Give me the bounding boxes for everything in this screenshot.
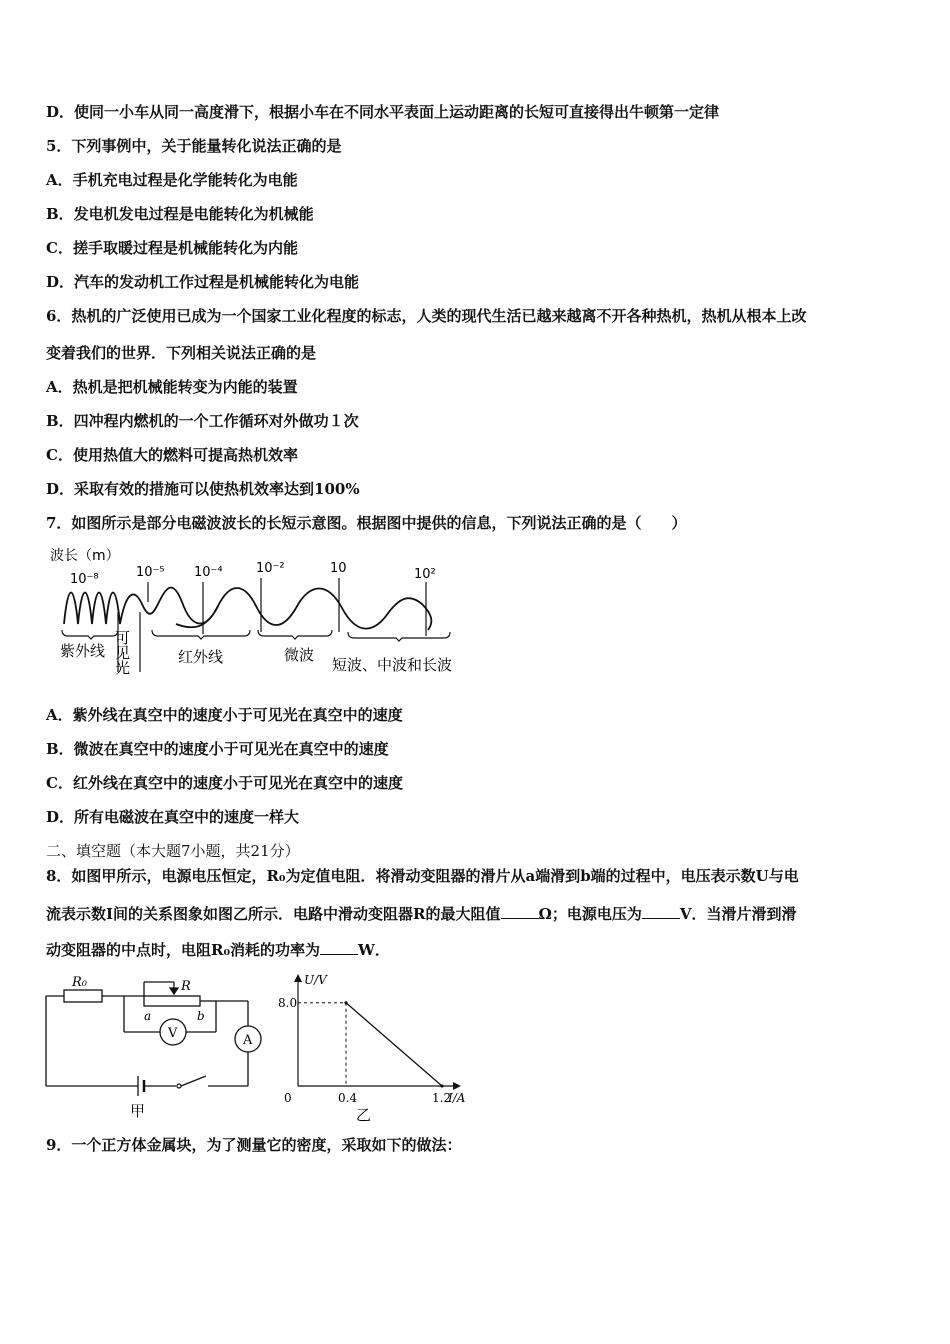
q6-option-d: D．采取有效的措施可以使热机效率达到100% (46, 480, 360, 498)
q5-option-a: A．手机充电过程是化学能转化为电能 (46, 171, 298, 189)
q6-stem-line1: 6．热机的广泛使用已成为一个国家工业化程度的标志，人类的现代生活已越来越离不开各种热机，热机从根本上改 (46, 307, 807, 325)
q6-option-a: A．热机是把机械能转变为内能的装置 (46, 378, 298, 396)
q8-stem-line1: 8．如图甲所示，电源电压恒定，R₀为定值电阻．将滑动变阻器的滑片从a端滑到b端的过程中，电压表示数U与电 (46, 867, 799, 885)
q4-option-d: D．使同一小车从同一高度滑下，根据小车在不同水平表面上运动距离的长短可直接得出牛顿第一定律 (46, 103, 720, 121)
tick-10: 10 (330, 561, 347, 576)
q8-line3-part2: W． (358, 941, 390, 959)
tick-1e-5: 10⁻⁵ (136, 565, 165, 580)
band-ultraviolet: 紫外线 (60, 642, 106, 660)
wavelength-figure (46, 542, 476, 682)
q8-stem-line3 (46, 940, 390, 960)
ui-graph (278, 970, 478, 1126)
data-line-segment (346, 1003, 442, 1086)
resistor-r0 (64, 990, 102, 1002)
q5-option-c: C．搓手取暖过程是机械能转化为内能 (46, 239, 298, 257)
band-infrared: 红外线 (178, 648, 224, 666)
q7-option-b: B．微波在真空中的速度小于可见光在真空中的速度 (46, 740, 389, 758)
q5-stem: 5．下列事例中，关于能量转化说法正确的是 (46, 137, 342, 155)
y-tick-label: 8.0 (278, 995, 298, 1010)
q7-stem: 7．如图所示是部分电磁波波长的长短示意图。根据图中提供的信息，下列说法正确的是（ ） (46, 514, 687, 532)
voltmeter-symbol: V (168, 1026, 178, 1041)
q8-line2-part1: 流表示数I间的关系图象如图乙所示．电路中滑动变阻器R的最大阻值 (46, 905, 501, 923)
answer-blank-resistance[interactable] (501, 904, 539, 919)
q8-line2-part3: V．当滑片滑到滑 (679, 905, 797, 923)
graph-caption: 乙 (356, 1106, 372, 1124)
band-microwave: 微波 (284, 646, 315, 664)
tick-1e-8: 10⁻⁸ (70, 572, 99, 587)
x-tick-label-0: 0 (284, 1091, 292, 1105)
label-a: a (144, 1009, 152, 1023)
answer-blank-power[interactable] (320, 940, 358, 955)
q5-option-d: D．汽车的发动机工作过程是机械能转化为电能 (46, 273, 360, 291)
q5-option-b: B．发电机发电过程是电能转化为机械能 (46, 205, 314, 223)
ammeter-symbol: A (243, 1033, 253, 1048)
q8-line2-part2: Ω；电源电压为 (538, 905, 642, 923)
y-axis-label: U/V (304, 973, 327, 987)
q8-line3-part1: 动变阻器的中点时，电阻R₀消耗的功率为 (46, 941, 321, 959)
x-tick-label-1: 0.4 (338, 1091, 358, 1105)
q9-stem: 9．一个正方体金属块，为了测量它的密度，采取如下的做法： (46, 1136, 462, 1154)
q7-option-d: D．所有电磁波在真空中的速度一样大 (46, 808, 300, 826)
data-point-end (440, 1084, 443, 1087)
label-b: b (197, 1009, 205, 1023)
label-r: R (181, 979, 191, 994)
q7-option-a: A．紫外线在真空中的速度小于可见光在真空中的速度 (46, 706, 403, 724)
x-axis-label: I/A (448, 1091, 466, 1105)
data-point-start (344, 1001, 347, 1004)
rheostat-r (144, 996, 200, 1006)
band-visible-label: 可见光 (113, 630, 131, 675)
wave-curve (64, 588, 431, 631)
x-tick-label-2: 1.2 (432, 1091, 452, 1105)
section-heading: 二、填空题（本大题7小题，共21分） (46, 842, 300, 860)
circuit-diagram (40, 974, 270, 1124)
q6-option-c: C．使用热值大的燃料可提高热机效率 (46, 446, 298, 464)
answer-blank-voltage[interactable] (642, 904, 680, 919)
band-visible (113, 630, 131, 675)
tick-1e-2: 10⁻² (256, 561, 285, 576)
label-r0: R₀ (72, 975, 87, 990)
q8-stem-line2 (46, 904, 797, 924)
wavelength-axis-label: 波长（m） (50, 548, 120, 564)
tick-1e-4: 10⁻⁴ (194, 565, 223, 580)
wavelength-diagram (46, 542, 476, 682)
band-radio: 短波、中波和长波 (332, 656, 453, 674)
graph-figure (278, 970, 478, 1126)
circuit-caption: 甲 (130, 1102, 146, 1120)
circuit-figure (40, 974, 270, 1124)
q6-option-b: B．四冲程内燃机的一个工作循环对外做功１次 (46, 412, 359, 430)
tick-1e2: 10² (414, 567, 436, 582)
q7-option-c: C．红外线在真空中的速度小于可见光在真空中的速度 (46, 774, 403, 792)
q6-stem-line2: 变着我们的世界．下列相关说法正确的是 (46, 344, 317, 362)
